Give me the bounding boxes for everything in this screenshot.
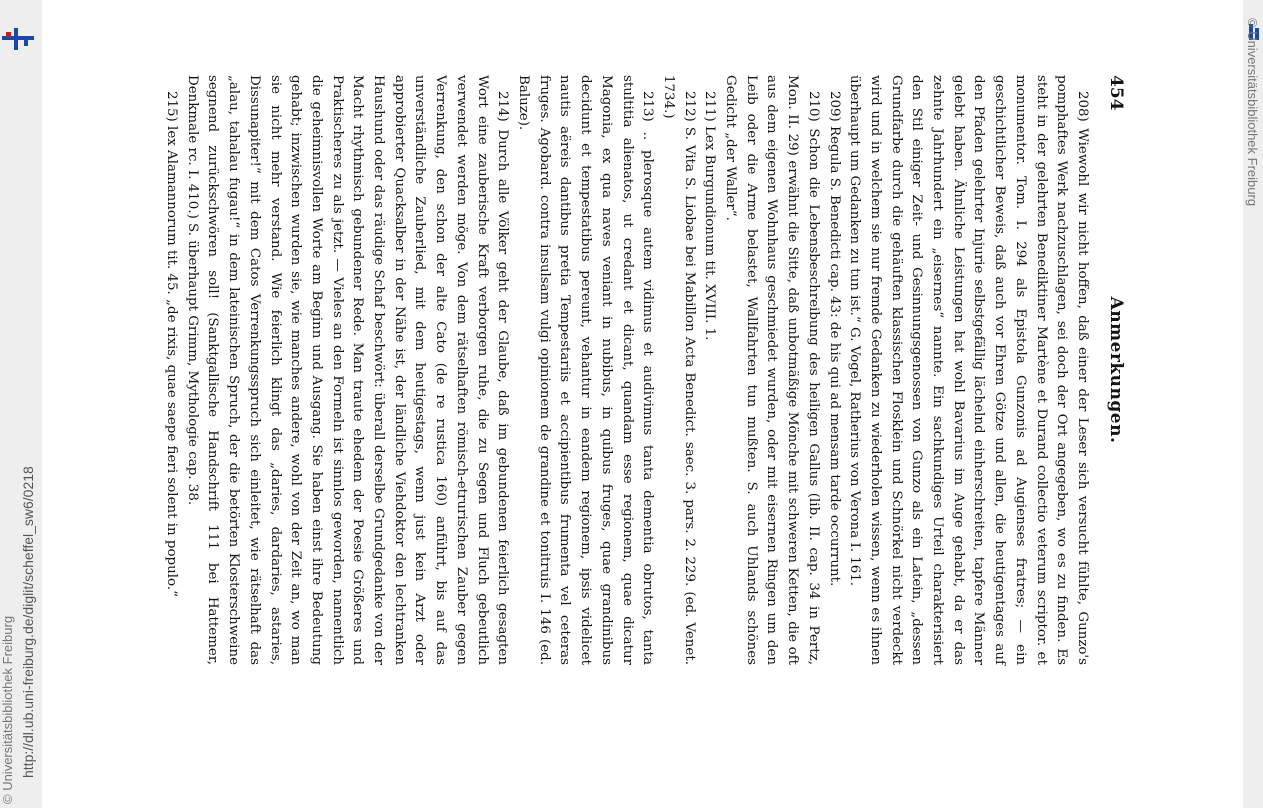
page-number: 454	[1106, 75, 1126, 111]
note-214: 214) Durch alle Völker geht der Glaube, daß im gebundenen feierlich gesagten Wort eine zauberische Kraft verborgen ruhe, die zu Segen und Fluch gebeutlich verwendet werden möge. Von dem rätselhaften römisch-etrurischen Zauber gegen Verrenkung, den schon der alte Cato (de re rustica 160) anführt, bis auf das unverständliche Zauberlied, mit dem heutigestags, wenn just kein Arzt oder approbierter Quacksalber in der Nähe ist, der ländliche Viehdoktor den lechtranken Haushund oder das räudige Schaf beschwört: überall derselbe Grundgedanke von der Macht rhythmisch gebundener Rede. Man traute ehedem der Poesie Größeres und Praktischeres zu als jetzt. — Vieles an den Formeln ist sinnlos geworden, namentlich die geheimnisvollen Worte am Beginn und Ausgang. Sie haben einst ihre Bedeutung gehabt; inzwischen wurden sie, wie manches andere, wohl von der Zeit an, wo man sie nicht mehr verstand. Wie feierlich klingt das „daries, dardaries, astaries, Dissunapiter!“ mit dem Catos Verrenkungsspruch sich einleitet, wie rätselhaft das „alau, tahalau fugau!“ in dem lateinischen Spruch, der die betörten Klosterschweine segnend zurückschwören soll! (Sanktgallische Handschrift 111 bei Hattemer, Denkmale rc. I. 410.) S. überhaupt Grimm, Mythologie cap. 38.	[184, 75, 511, 665]
page-body	[160, 75, 1126, 665]
copyright-watermark-right: © Universitätsbibliothek Freiburg	[1245, 18, 1260, 207]
note-210: 210) Schon die Lebensbeschreibung des heiligen Gallus (lib. II. cap. 34 in Pertz, Mon. II. 29) erwähnt die Sitte, daß unbotmäßige Mönche mit schweren Ketten, die oft aus dem eigenen Wohnhaus geschmiedet wurden, oder mit eisernen Ringen um den Leib oder die Arme belastet, Wallfahrten tun mußten. S. auch Uhlands schönes Gedicht „der Waller“.	[723, 75, 821, 665]
scanned-page	[126, 15, 1132, 793]
note-211: 211) Lex Burgundionum tit. XVIII. 1.	[702, 91, 718, 341]
note-212: 212) S. Vita S. Liobae bei Mabillon Acta Benedict. saec. 3. pars. 2. 229. (ed. Venet. 1734.)	[660, 75, 697, 665]
page-header	[1092, 75, 1126, 665]
note-213: 213) .. plerosque autem vidimus et audivimus tanta dementia obrutos, tanta stultitia alienatos, ut credant et dicant, quandam esse regionem, quae dicatur Magonia, ex qua naves veniant in nubibus, in quibus fruges, quae grandinibus decidunt et tempestatibus pereunt, vehantur in eandem regionem, ipsis videlicet nautis aëreis dantibus pretia Tempestariis et accipientibus frumenta vel ceteras fruges. Agobard. contra insulsam vulgi opinionem de grandine et tonitruis I. 146 (ed. Baluze).	[516, 75, 656, 665]
note-208: 208) Wiewohl wir nicht hoffen, daß einer der Leser sich versucht fühlte, Gunzo's pomphaftes Werk nachzuschlagen, sei doch der Ort angegeben, wo es zu finden. Es steht in der gelehrten Benediktiner Martène et Durand collectio veterum scriptor. et monumentor. Tom. I. 294 als Epistola Gunzonis ad Augienses fratres; — ein geschichtlicher Beweis, daß auch vor Ehren Götze und allen, die heutigentages auf den Pfaden gelehrter Injurie selbstgefällig lächelnd einherschreiten, tapfere Männer gelebt haben. Ähnliche Leistungen hat wohl Bavarius im Auge gehabt, da er das zehnte Jahrhundert ein „eisernes“ nannte. Ein sachkundiges Urteil charakterisiert den Stil einiger Zeit- und Gesinnungsgenossen von Gunzo als ein Latein, „dessen Grundfarbe durch die gehäuften klassischen Flosklein und Schnörkel nicht verdeckt wird und in welchem sie nur fremde Gedanken zu wiederholen wissen, wenn es ihnen überhaupt um Gedanken zu tun ist.“ G. Vogel, Ratherius von Verona I. 161.	[847, 75, 1090, 665]
page-heading: Anmerkungen.	[1106, 296, 1126, 444]
note-209: 209) Regula S. Benedicti cap. 43: de his qui ad mensam tarde occurrunt.	[826, 91, 842, 587]
note-215: 215) lex Alamannorum tit. 45. „de rixis, quae saepe fieri solent in populo.“	[164, 91, 180, 597]
source-url-watermark: http://dl.ub.uni-freiburg.de/diglit/scheffel_sw6/0218	[20, 466, 36, 778]
copyright-watermark: © Universitätsbibliothek Freiburg	[0, 615, 15, 804]
rotated-page-content	[126, 15, 1132, 793]
